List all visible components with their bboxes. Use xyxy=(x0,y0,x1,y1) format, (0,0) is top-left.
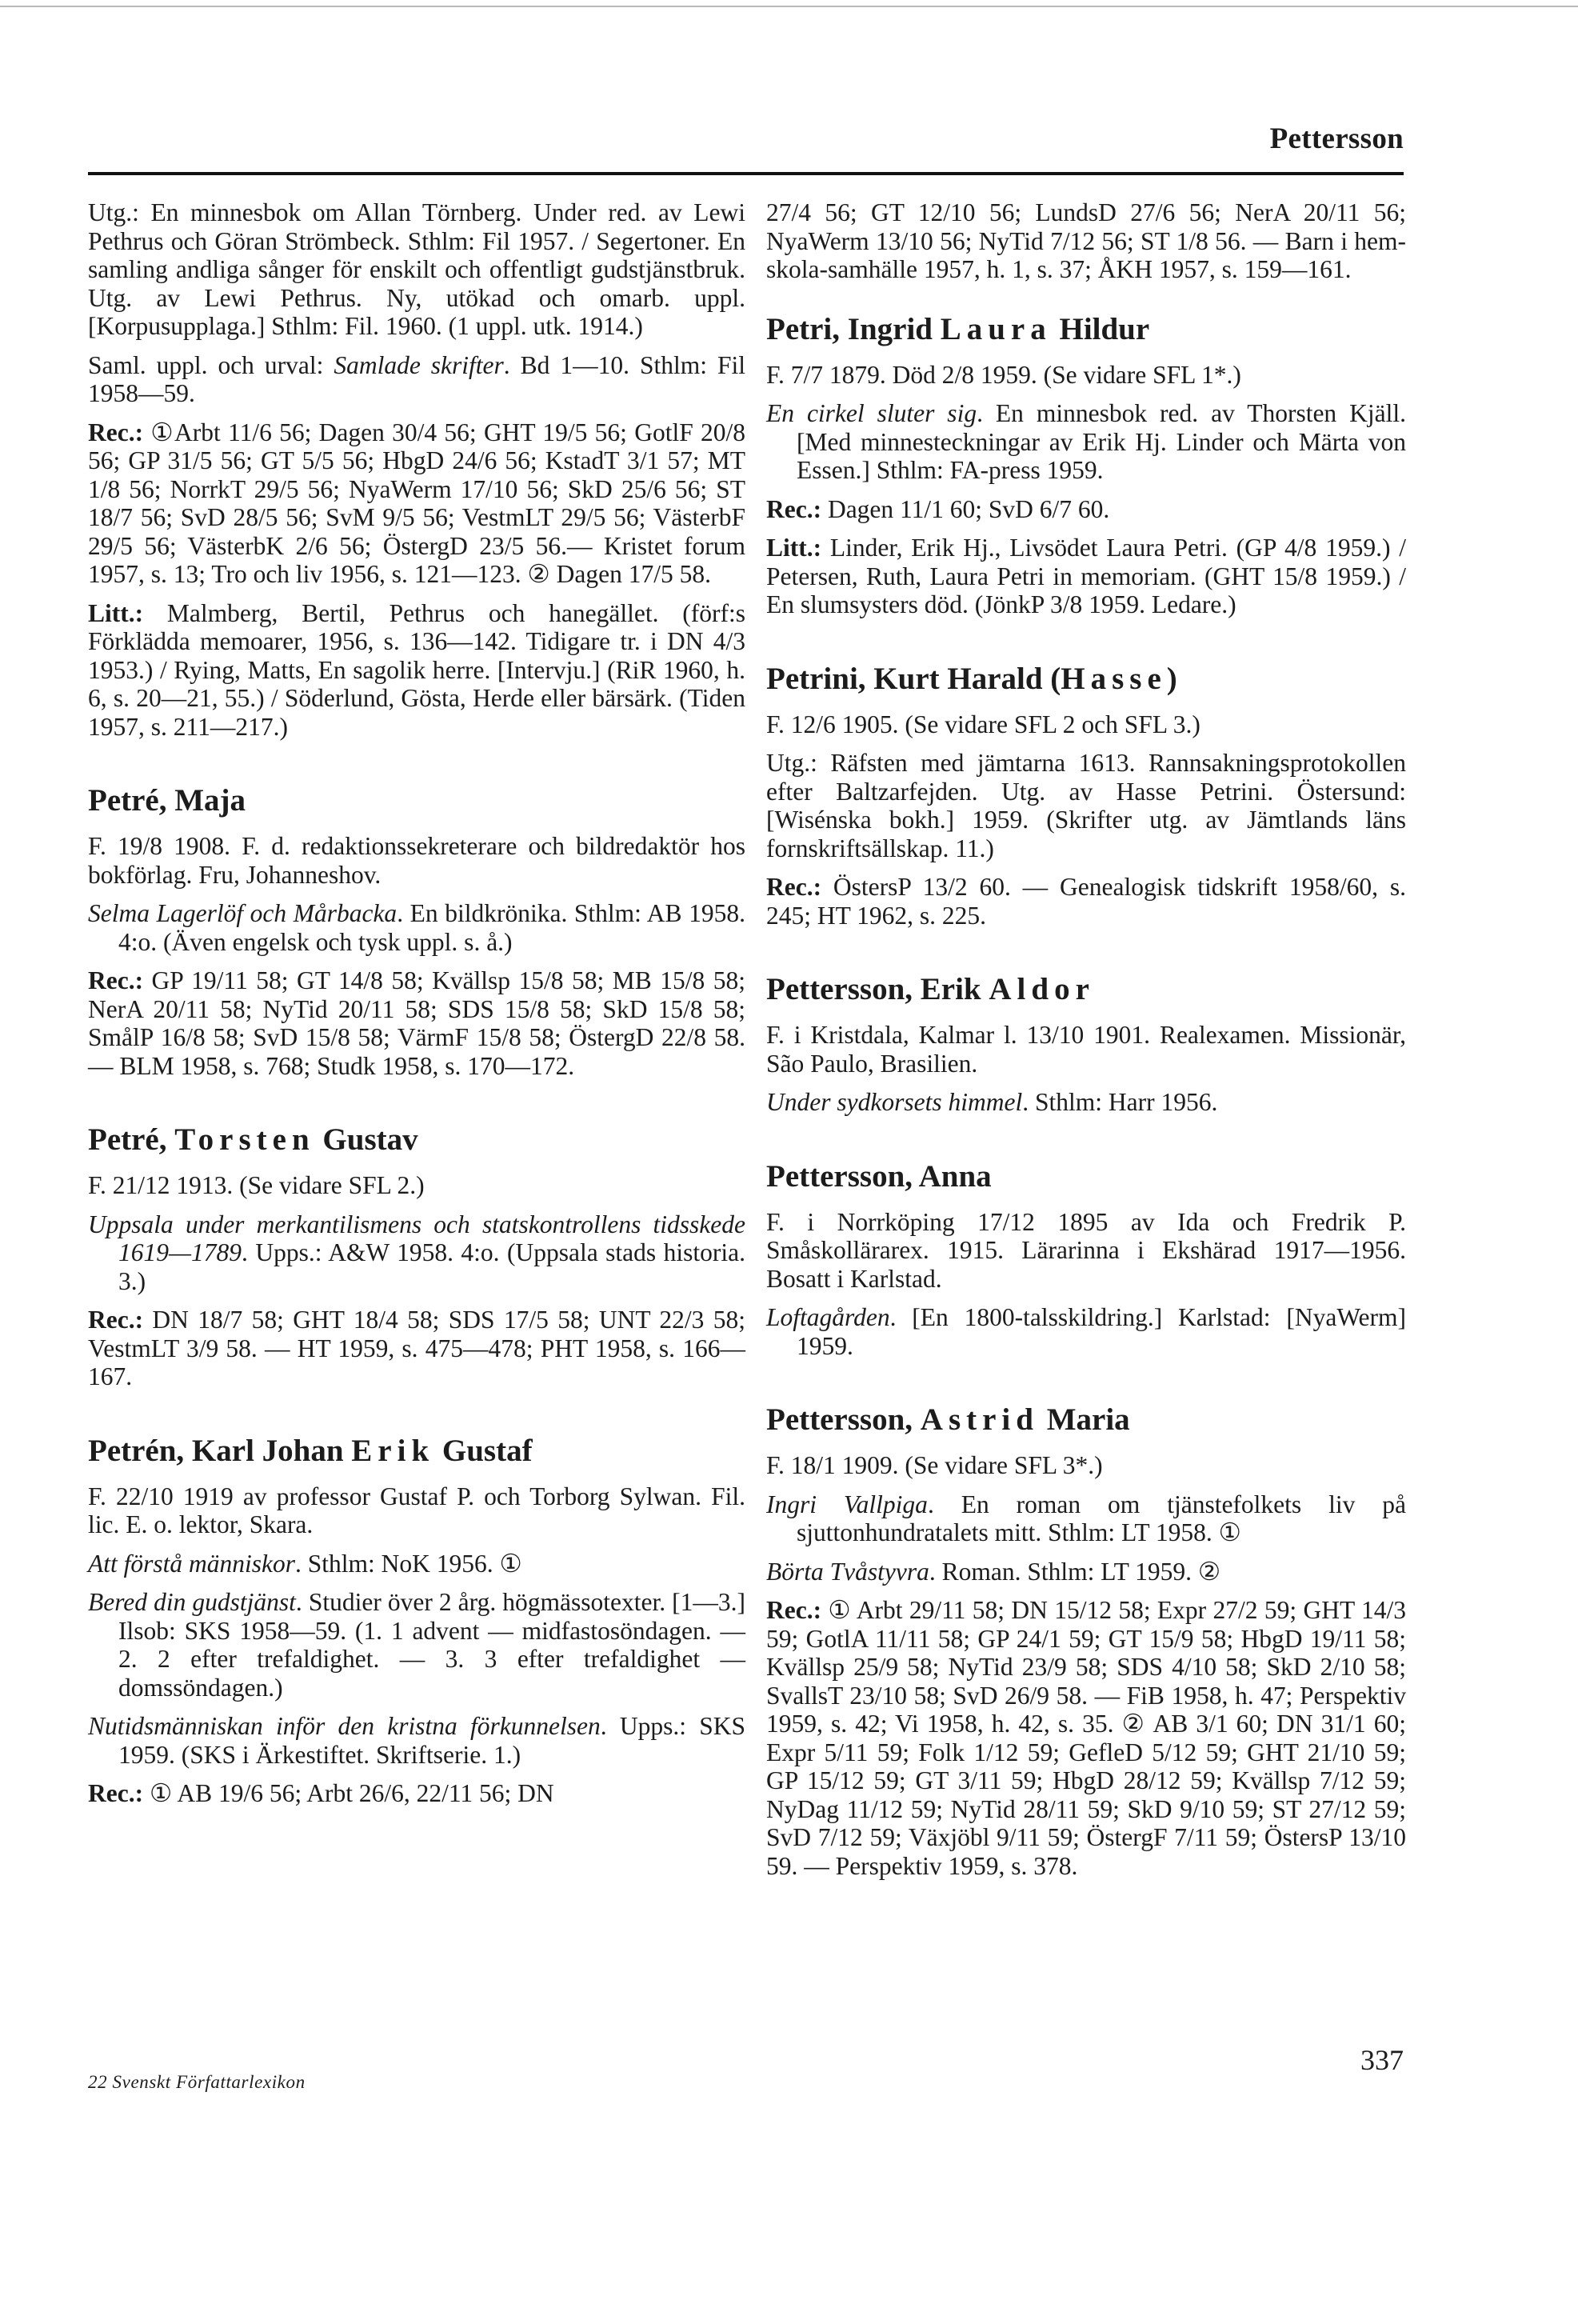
text-segment: F. i Norrköping 17/12 1895 av Ida och Fredrik P. Småskollärarex. 1915. Lärarinna i Ekshärad 1917—1956. Bosatt i Karlstad. xyxy=(766,1207,1406,1293)
text-segment: Rec.: xyxy=(766,873,822,901)
entry-paragraph xyxy=(88,599,745,742)
entry-paragraph xyxy=(766,873,1406,930)
entry-paragraph xyxy=(88,1171,745,1200)
text-segment: . En roman om tjänstefolkets liv på sjuttonhundratalets mitt. Sthlm: LT 1958. ① xyxy=(797,1490,1406,1546)
text-segment: Pettersson, xyxy=(766,1402,921,1437)
text-segment: . Upps.: SKS 1959. (SKS i Ärkestiftet. Skriftserie. 1.) xyxy=(118,1712,745,1769)
text-segment: Hildur xyxy=(1051,311,1150,346)
text-segment: Rec.: xyxy=(766,494,822,523)
entry-paragraph xyxy=(766,710,1406,739)
entry-paragraph xyxy=(766,198,1406,284)
text-segment: Gustaf xyxy=(434,1433,533,1468)
entry-paragraph xyxy=(88,1712,745,1769)
text-segment: Linder, Erik Hj., Livsödet Laura Petri. (GP 4/8 1959.) / Petersen, Ruth, Laura Petri in memoriam. (GHT 15/8 1959.) / En slumsysters död. (JönkP 3/8 1959. Ledare.) xyxy=(766,534,1406,618)
entry-paragraph xyxy=(766,361,1406,390)
text-segment: F. 19/8 1908. F. d. redaktionssekreterare och bildredaktör hos bokförlag. Fru, Johanneshov. xyxy=(88,832,745,889)
text-segment: F. 22/10 1919 av professor Gustaf P. och Torborg Sylwan. Fil. lic. E. o. lektor, Skara. xyxy=(88,1482,745,1538)
entry-paragraph xyxy=(88,1779,745,1808)
text-segment: ①Arbt 11/6 56; Dagen 30/4 56; GHT 19/5 56; GotlF 20/8 56; GP 31/5 56; GT 5/5 56; HbgD 24/6 56; KstadT 3/1 57; MT 1/8 56; NorrkT 29/5 56; NyaWerm 17/10 56; SkD 25/6 56; ST 18/7 56; SvD 28/5 56; SvM 9/5 56; VestmLT 29/5 56; VästerbF 29/5 56; VästerbK 2/6 56; ÖstergD 23/5 56.— Kristet forum 1957, s. 13; Tro och liv 1956, s. 121—123. ② Dagen 17/5 58. xyxy=(88,418,745,588)
entry-paragraph xyxy=(766,1558,1406,1586)
text-segment: ) xyxy=(1166,661,1177,696)
entry-paragraph xyxy=(88,966,745,1080)
text-segment: Rec.: xyxy=(766,1596,822,1624)
text-segment: Utg.: Räfsten med jämtarna 1613. Rannsakningsprotokollen efter Baltzarfejden. Utg. av Hasse Petrini. Östersund: [Wisénska bokh.] 1959. (Skrifter utg. av Jämtlands läns fornskriftsällskap. 11.) xyxy=(766,749,1406,862)
entry-paragraph xyxy=(88,1550,745,1578)
entry-heading xyxy=(88,1433,745,1470)
text-segment: . Bd 1—10. Sthlm: Fil 1958—59. xyxy=(88,350,745,407)
entry-paragraph xyxy=(88,899,745,956)
text-segment: ÖstersP 13/2 60. — Genealogisk tidskrift 1958/60, s. 245; HT 1962, s. 225. xyxy=(766,873,1406,930)
text-segment: . En minnesbok red. av Thorsten Kjäll. [Med minnesteckningar av Erik Hj. Linder och Märta von Essen.] Sthlm: FA-press 1959. xyxy=(797,399,1406,484)
entry-paragraph xyxy=(766,749,1406,862)
entry-paragraph xyxy=(766,534,1406,619)
entry-heading xyxy=(88,782,745,819)
text-segment: DN 18/7 58; GHT 18/4 58; SDS 17/5 58; UNT 22/3 58; VestmLT 3/9 58. — HT 1959, s. 475—478; PHT 1958, s. 166—167. xyxy=(88,1306,745,1390)
entry-heading xyxy=(88,1122,745,1158)
entry-paragraph xyxy=(766,399,1406,485)
entry-heading xyxy=(766,1158,1406,1195)
text-segment: Saml. uppl. och urval: xyxy=(88,350,334,379)
text-segment: Petri, Ingrid xyxy=(766,311,941,346)
text-segment: Petrén, Karl Johan xyxy=(88,1433,352,1468)
text-segment: Loftagården xyxy=(766,1303,890,1331)
entry-paragraph xyxy=(766,495,1406,524)
entry-paragraph xyxy=(766,1021,1406,1078)
text-segment: Rec.: xyxy=(88,966,144,994)
text-segment: ① AB 19/6 56; Arbt 26/6, 22/11 56; DN xyxy=(143,1779,554,1807)
entry-paragraph xyxy=(88,198,745,341)
text-segment: En cirkel sluter sig xyxy=(766,399,977,427)
text-segment: ① Arbt 29/11 58; DN 15/12 58; Expr 27/2 59; GHT 14/3 59; GotlA 11/11 58; GP 24/1 59; GT 15/9 58; HbgD 19/11 58; Kvällsp 25/9 58; NyTid 23/9 58; SDS 4/10 58; SkD 2/10 58; SvallsT 23/10 58; SvD 26/9 58. — FiB 1958, h. 47; Perspektiv 1959, s. 42; Vi 1958, h. 42, s. 35. ② AB 3/1 60; DN 31/1 60; Expr 5/11 59; Folk 1/12 59; GefleD 5/12 59; GHT 21/10 59; GP 15/12 59; GT 3/11 59; HbgD 28/12 59; Kvällsp 7/12 59; NyDag 11/12 59; NyTid 28/11 59; SkD 9/10 59; ST 27/12 59; SvD 7/12 59; Växjöbl 9/11 59; ÖstergF 7/11 59; ÖstersP 13/10 59. — Perspektiv 1959, s. 378. xyxy=(766,1596,1406,1880)
header-rule xyxy=(88,172,1404,175)
text-segment: Rec.: xyxy=(88,418,144,446)
text-segment: . Studier över 2 årg. högmässotexter. [1—3.] Ilsob: SKS 1958—59. (1. 1 advent — midfastosöndagen. — 2. 2 efter trefaldighet. — 3. 3 efter trefaldighet — domssöndagen.) xyxy=(118,1588,745,1702)
text-segment: Torsten xyxy=(174,1122,315,1157)
text-segment: Rec.: xyxy=(88,1779,144,1807)
text-segment: . Upps.: A&W 1958. 4:o. (Uppsala stads historia. 3.) xyxy=(118,1238,745,1295)
text-segment: GP 19/11 58; GT 14/8 58; Kvällsp 15/8 58; MB 15/8 58; NerA 20/11 58; NyTid 20/11 58; SDS 15/8 58; SkD 15/8 58; SmålP 16/8 58; SvD 15/8 58; VärmF 15/8 58; ÖstergD 22/8 58. — BLM 1958, s. 768; Studk 1958, s. 170—172. xyxy=(88,966,745,1080)
text-segment: F. 21/12 1913. (Se vidare SFL 2.) xyxy=(88,1171,425,1199)
text-segment: Utg.: En minnesbok om Allan Törnberg. Under red. av Lewi Pethrus och Göran Strömbeck. Sthlm: Fil 1957. / Segertoner. En samling andliga sånger för enskilt och offentligt gudstjänstbruk. Utg. av Lewi Pethrus. Ny, utökad och omarb. uppl. [Korpusupplaga.] Sthlm: Fil. 1960. (1 uppl. utk. 1914.) xyxy=(88,198,745,340)
text-segment: . [En 1800-talsskildring.] Karlstad: [NyaWerm] 1959. xyxy=(797,1303,1406,1360)
text-segment: Petrini, Kurt Harald ( xyxy=(766,661,1061,696)
text-segment: Ingri Vallpiga xyxy=(766,1490,928,1518)
text-segment: Petré, xyxy=(88,1122,175,1157)
entry-heading xyxy=(766,311,1406,348)
entry-paragraph xyxy=(766,1088,1406,1117)
text-segment: Aldor xyxy=(989,972,1095,1006)
text-segment: Selma Lagerlöf och Mårbacka xyxy=(88,899,397,927)
entry-heading xyxy=(766,971,1406,1008)
entry-paragraph xyxy=(88,1588,745,1702)
text-segment: Börta Tvåstyvra xyxy=(766,1557,929,1586)
left-column xyxy=(88,198,745,1818)
text-segment: Dagen 11/1 60; SvD 6/7 60. xyxy=(821,494,1110,523)
running-head: Pettersson xyxy=(1269,122,1404,155)
entry-paragraph xyxy=(88,832,745,889)
text-segment: F. 18/1 1909. (Se vidare SFL 3*.) xyxy=(766,1451,1103,1479)
entry-heading xyxy=(766,1402,1406,1438)
page-number: 337 xyxy=(1360,2044,1404,2076)
text-segment: Pettersson, Erik xyxy=(766,972,989,1006)
text-segment: Erik xyxy=(351,1433,435,1468)
text-segment: Litt.: xyxy=(766,534,822,562)
text-segment: Malmberg, Bertil, Pethrus och hanegället. (förf:s Förklädda memoarer, 1956, s. 136—142. Tidigare tr. i DN 4/3 1953.) / Rying, Matts, En sagolik herre. [Intervju.] (RiR 1960, h. 6, s. 20—21, 55.) / Söderlund, Gösta, Herde eller bärsärk. (Tiden 1957, s. 211—217.) xyxy=(88,598,745,741)
text-segment: Laura xyxy=(940,311,1052,346)
text-segment: F. 12/6 1905. (Se vidare SFL 2 och SFL 3.) xyxy=(766,710,1200,738)
text-segment: . Roman. Sthlm: LT 1959. ② xyxy=(929,1557,1221,1586)
entry-paragraph xyxy=(88,418,745,589)
text-segment: Rec.: xyxy=(88,1306,144,1334)
text-segment: Under sydkorsets himmel xyxy=(766,1088,1023,1116)
right-column xyxy=(766,198,1406,1890)
text-segment: F. 7/7 1879. Död 2/8 1959. (Se vidare SFL 1*.) xyxy=(766,360,1241,389)
entry-paragraph xyxy=(766,1490,1406,1547)
text-segment: Samlade skrifter xyxy=(334,350,504,379)
text-segment: Maria xyxy=(1038,1402,1130,1437)
entry-paragraph xyxy=(88,1482,745,1539)
entry-paragraph xyxy=(88,1306,745,1391)
text-segment: Astrid xyxy=(920,1402,1039,1437)
text-segment: Pettersson, Anna xyxy=(766,1158,992,1194)
text-segment: . En bildkrönika. Sthlm: AB 1958. 4:o. (Även engelsk och tysk uppl. s. å.) xyxy=(118,899,745,956)
entry-paragraph xyxy=(88,351,745,408)
text-segment: Petré, Maja xyxy=(88,783,246,818)
text-segment: 27/4 56; GT 12/10 56; LundsD 27/6 56; NerA 20/11 56; NyaWerm 13/10 56; NyTid 7/12 56; ST 1/8 56. — Barn i hem-skola-samhälle 1957, h. 1, s. 37; ÅKH 1957, s. 159—161. xyxy=(766,198,1406,283)
text-segment: Bered din gudstjänst xyxy=(88,1588,296,1616)
entry-paragraph xyxy=(766,1596,1406,1880)
entry-paragraph xyxy=(766,1208,1406,1294)
text-segment: Uppsala under merkantilismens och statskontrollens tidsskede 1619—1789 xyxy=(88,1210,745,1266)
footer-signature: 22 Svenskt Författarlexikon xyxy=(88,2072,306,2092)
entry-heading xyxy=(766,661,1406,698)
text-segment: . Sthlm: NoK 1956. ① xyxy=(295,1549,522,1578)
text-segment: Gustav xyxy=(314,1122,418,1157)
text-segment: . Sthlm: Harr 1956. xyxy=(1022,1088,1218,1116)
text-segment: Nutidsmänniskan inför den kristna förkunnelsen xyxy=(88,1712,601,1740)
text-segment: Litt.: xyxy=(88,598,144,627)
text-segment: Att förstå människor xyxy=(88,1549,296,1578)
text-segment: F. i Kristdala, Kalmar l. 13/10 1901. Realexamen. Missionär, São Paulo, Brasilien. xyxy=(766,1021,1406,1078)
entry-paragraph xyxy=(88,1210,745,1296)
entry-paragraph xyxy=(766,1303,1406,1360)
scan-edge-line xyxy=(0,6,1578,7)
entry-paragraph xyxy=(766,1451,1406,1480)
text-segment: Hasse xyxy=(1061,661,1167,696)
